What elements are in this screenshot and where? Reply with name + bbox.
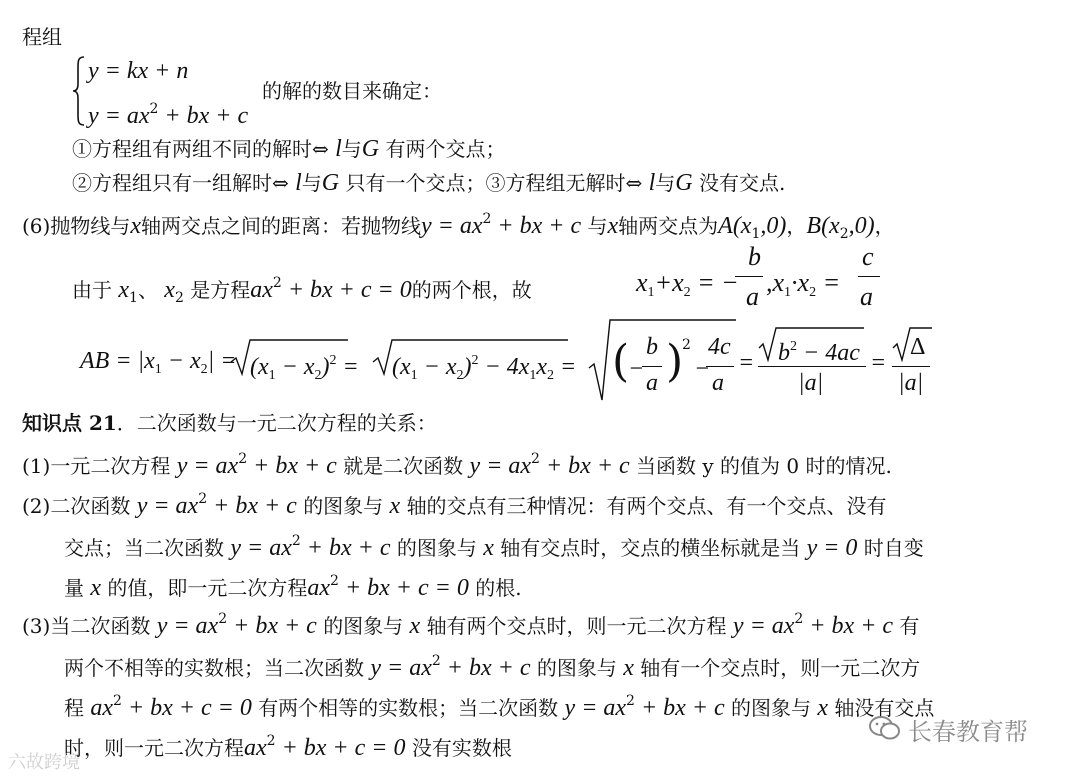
- point-2-line-3: 量 x 的值，即一元二次方程$ax^2$ + bx + c = 0 的根.: [64, 573, 522, 601]
- frac-a: a: [712, 370, 724, 396]
- frac-bar: [858, 276, 880, 277]
- equation-line-1: y = kx + n: [88, 58, 189, 84]
- equals: =: [870, 350, 887, 376]
- frac-bar: [892, 366, 930, 367]
- minus-sign: −: [694, 356, 711, 382]
- paren-open: (: [612, 336, 630, 387]
- frac-4c: 4c: [708, 334, 731, 360]
- system-brace: [72, 56, 86, 126]
- frac-b: b: [748, 242, 761, 271]
- frac-power: 2: [682, 337, 691, 353]
- equation-line-2: $y = ax^2$ + bx + c: [88, 101, 249, 129]
- frac-denominator: |a|: [798, 370, 824, 396]
- case-1: ①方程组有两组不同的解时⇔ l与G 有两个交点；: [72, 136, 506, 162]
- minus-sign: −: [628, 356, 645, 382]
- frac-c: c: [862, 242, 874, 271]
- frac-a: a: [746, 282, 759, 311]
- equals: =: [738, 350, 755, 376]
- top-label: 程组: [22, 25, 62, 49]
- system-tail: 的解的数目来确定：: [262, 79, 442, 103]
- frac-a: a: [646, 370, 658, 396]
- vieta-prod: $,x_1\cdot x_2$ =: [766, 268, 841, 300]
- roots-sentence: 由于 $x_1$、 $x_2$ 是方程$ax^2$ + bx + c = 0的两个根，故: [72, 275, 532, 306]
- point-3-line-3: 程 $ax^2$ + bx + c = 0 有两个相等的实数根；当二次函数 $y = ax^2$ + bx + c 的图象与 x 轴没有交点: [64, 693, 935, 721]
- case-2-3: ②方程组只有一组解时⇔ l与G 只有一个交点；③方程组无解时⇔ l与G 没有交点.: [72, 170, 786, 196]
- delta: Δ: [910, 334, 926, 360]
- paren-close: ): [666, 336, 684, 387]
- frac-bar: [642, 366, 662, 367]
- item-6: (6)抛物线与x轴两交点之间的距离：若抛物线$y = ax^2$ + bx + c 与x轴两交点为$A(x_1,0)$，$B(x_2,0)$，: [22, 211, 895, 242]
- wechat-icon: [868, 714, 902, 742]
- point-3-line-4: 时，则一元二次方程$ax^2$ + bx + c = 0 没有实数根: [64, 733, 512, 761]
- corner-watermark: 六故跨境: [8, 752, 80, 773]
- frac-bar: [758, 366, 866, 367]
- point-3-line-1: (3)当二次函数 $y = ax^2$ + bx + c 的图象与 x 轴有两个交点时，则一元二次方程 $y = ax^2$ + bx + c 有: [22, 611, 920, 639]
- point-2-line-2: 交点；当二次函数 $y = ax^2$ + bx + c 的图象与 x 轴有交点时，交点的横坐标就是当 y = 0 时自变: [64, 533, 924, 561]
- point-1: (1)一元二次方程 $y = ax^2$ + bx + c 就是二次函数 $y = ax^2$ + bx + c 当函数 y 的值为 0 时的情况.: [22, 451, 892, 479]
- vieta-sum: $x_1+x_2$ = −: [636, 268, 739, 300]
- frac-b: b: [646, 334, 658, 360]
- ab-term-2: $(x_1 - x_2)^2 - 4x_1x_2$ =: [392, 353, 577, 383]
- brand-watermark: 长春教育帮: [908, 718, 1028, 746]
- point-3-line-2: 两个不相等的实数根；当二次函数 $y = ax^2$ + bx + c 的图象与 x 轴有一个交点时，则一元二次方: [64, 653, 921, 681]
- ab-lhs: AB = $|x_1 - x_2|$ =: [80, 348, 237, 377]
- frac-denominator: |a|: [898, 370, 924, 396]
- point-2-line-1: (2)二次函数 $y = ax^2$ + bx + c 的图象与 x 轴的交点有三种情况：有两个交点、有一个交点、没有: [22, 491, 887, 519]
- section-heading: 知识点 21．二次函数与一元二次方程的关系：: [22, 411, 437, 435]
- frac-a: a: [860, 282, 873, 311]
- frac-numerator: $b^2 - 4ac$: [778, 339, 860, 366]
- ab-term-1: $(x_1 - x_2)^2$ =: [250, 353, 359, 383]
- frac-bar: [706, 366, 734, 367]
- frac-bar: [735, 276, 763, 277]
